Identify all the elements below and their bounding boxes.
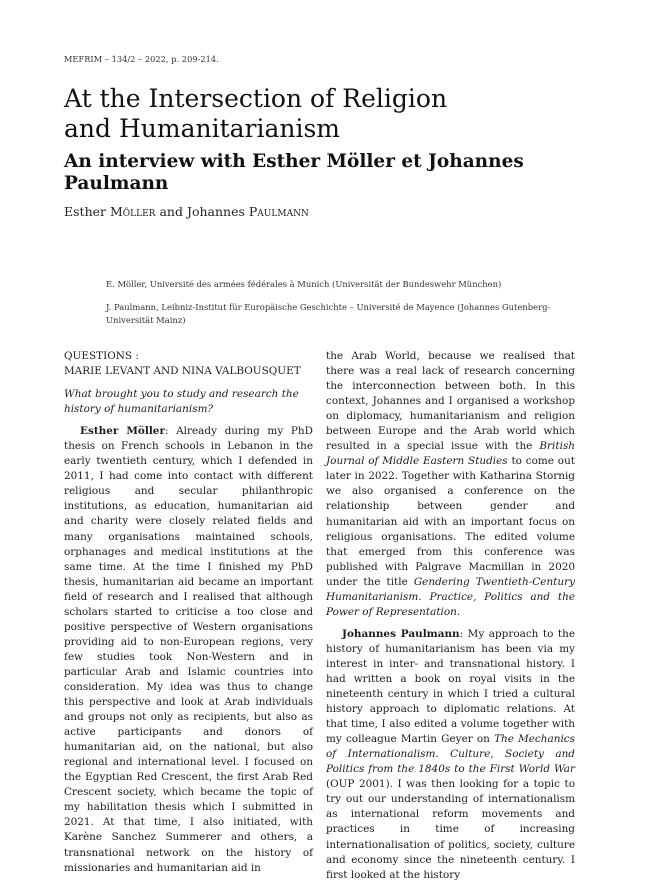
author-conjunction: and <box>159 204 183 219</box>
affiliation-moller: E. Möller, Université des armées fédérales à Munich (Universität der Bundeswehr München) <box>106 279 502 289</box>
answer-moller-text: : Already during my PhD thesis on French schools in Lebanon in the early twentieth century, which I defended in 2011, I had come into contact with different religious and secular philanthropic institutions, as education, humanitarian aid and charity were closely related fields and many organisations maintained schools, orphanages and medical institutions at the same time. At the time I finished my PhD thesis, humanitarian aid became an important field of research and I realised that although scholars started to criticise a too close and positive perspective of Western organisations providing aid to non-European regions, very few studies took Non-Western and in particular Arab and Islamic countries into consideration. My idea was thus to change this perspective and look at Arab individuals and groups not only as recipients, but also as active participants and donors of humanitarian aid, on the national, but also regional and international level. I focused on the Egyptian Red Crescent, the first Arab Red Crescent society, which became the topic of my habilitation thesis which I submitted in 2021. At that time, I also initiated, with Karène Sanchez Summerer and others, a transnational network on the history of missionaries and humanitarian aid in <box>64 425 313 874</box>
para1-text-b: to come out later in 2022. Together with Katharina Stornig we also organised a conference on the relationship between gender and humanitarian aid with an important focus on religious organisations. The edited volume that emerged from this conference was published with Palgrave Macmillan in 2020 under the title <box>326 455 575 588</box>
author1-last-name: Möller <box>109 204 156 219</box>
affiliations <box>106 278 576 337</box>
speaker-paulmann: Johannes Paulmann <box>342 627 460 640</box>
title-line-1: At the Intersection of Religion <box>64 84 448 113</box>
right-column <box>326 349 575 883</box>
interviewers: MARIE LEVANT AND NINA VALBOUSQUET <box>64 365 301 378</box>
journal-title: British Journal of Middle Eastern Studies <box>326 440 575 468</box>
author1-first-name: Esther <box>64 204 106 219</box>
left-column <box>64 349 313 876</box>
article-title <box>64 84 604 144</box>
answer-moller <box>64 424 313 875</box>
speaker-moller: Esther Möller <box>80 425 165 438</box>
answer-paulmann <box>326 627 575 883</box>
author-line <box>64 204 309 219</box>
author2-first-name: Johannes <box>186 204 245 219</box>
question-1: What brought you to study and research the history of humanitarianism? <box>64 388 299 416</box>
answer-moller-continued <box>326 349 575 620</box>
book-title-mechanics: The Mechanics of Internationalism. Culture, Society and Politics from the 1840s to the First World War <box>326 733 575 776</box>
title-line-2: and Humanitarianism <box>64 114 341 143</box>
journal-header: MEFRIM – 134/2 – 2022, p. 209-214. <box>64 54 219 64</box>
author2-last-name: Paulmann <box>248 204 309 219</box>
article-subtitle: An interview with Esther Möller et Johannes Paulmann <box>64 151 524 194</box>
questions-label: QUESTIONS : <box>64 350 139 362</box>
para2-text-a: : My approach to the history of humanitarianism has been via my interest in inter- and transnational history. I had written a book on royal visits in the nineteenth century in which I tried a cultural history approach to diplomatic relations. At that time, I also edited a volume together with my colleague Martin Geyer on <box>326 627 575 746</box>
para1-end: . <box>456 605 461 618</box>
book-title-gendering: Gendering Twentieth-Century Humanitarianism. Practice, Politics and the Power of Representation <box>326 575 575 618</box>
para2-text-b: (OUP 2001). I was then looking for a topic to try out our understanding of internationalism as international reform movements and practices in time of increasing internationalisation of politics, society, culture and economy since the nineteenth century. I first looked at the history <box>326 778 575 881</box>
affiliation-paulmann: J. Paulmann, Leibniz-Institut für Europäische Geschichte – Université de Mayence (Johannes Gutenberg-Universität Mainz) <box>106 302 551 325</box>
para1-text-a: the Arab World, because we realised that there was a real lack of research concerning the interconnection between both. In this context, Johannes and I organised a workshop on diplomacy, humanitarianism and religion between Europe and the Arab world which resulted in a special issue with the <box>326 350 575 453</box>
